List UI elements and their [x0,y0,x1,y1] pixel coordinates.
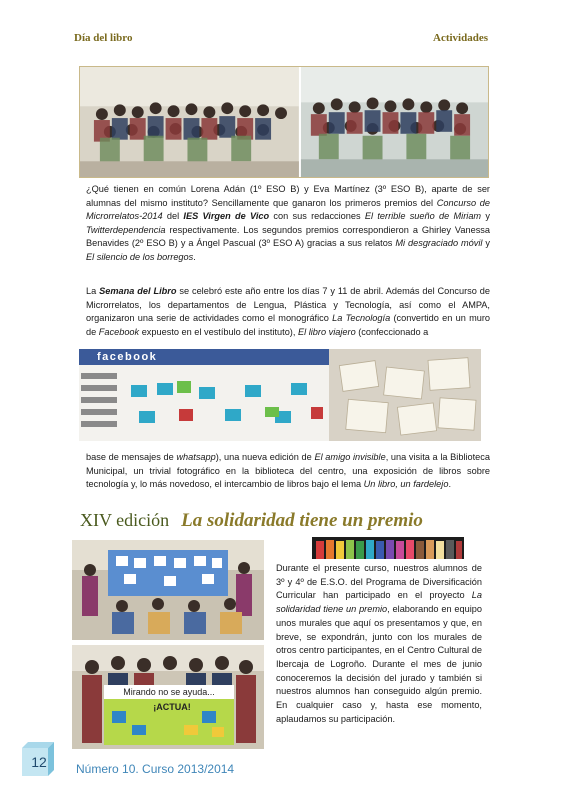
text: . [448,479,451,490]
text-italic: Concurso de Microrrelatos-2014 [86,197,491,222]
text-italic: El terrible sueño de Miriam [364,211,482,222]
section-label: Día del libro [74,32,133,44]
category-label: Actividades [433,32,488,44]
text: base de mensajes de [86,452,177,462]
text-italic: Un libro, un fardelejo [363,479,449,490]
text-italic: whatsapp [176,452,216,462]
colored-pencils-photo [312,537,464,559]
edition-label: XIV edición [80,510,170,530]
text: respectivamente. Los segundos premios correspondieron a Ghirley Vanessa Benavides (2º ESO B) y a Ángel Pascual (3º ESO A) gracias a sus relatos [86,224,490,249]
text: y [481,211,490,222]
text-italic: El silencio de los borregos [86,251,194,262]
text-italic: Mi desgraciado móvil [395,238,483,249]
text: expuesto en el vestíbulo del instituto), [139,326,298,337]
section-heading [80,510,500,536]
mural-group-photo-2 [72,645,264,749]
text-italic: Facebook [98,326,140,337]
poster-call-to-action: ¡ACTUA! [153,702,191,712]
mural-group-photo-1 [72,540,264,640]
paragraph-actividades [86,451,490,492]
text: Durante el presente curso, nuestros alumnos de 3º y 4º de E.S.O. del Programa de Diversificación Curricular han participado en el proyecto [276,563,482,601]
page-number: 12 [31,754,47,770]
text: y [482,238,490,249]
paragraph-solidaridad [276,562,482,726]
text: , elaborando en equipo unos murales que aquí os presentamos y que, en breve, se expondrán, junto con los murales de otros centro participantes, en el Centro Cultural de Ibercaja de Logroño. Durante el mes de junio conoceremos la decisión del jurado y también si nuestros alumnos han conseguido algún premio. En cualquier caso y, hasta ese momento, aplaudamos su participación. [276,604,482,724]
paragraph-microrrelatos [86,183,490,265]
text-italic: La solidaridad tiene un premio [276,590,482,615]
text: se celebró este año entre los días 7 y 11 de abril. Además del Concurso de Microrrelatos, los departamentos de Lengua, Plástica y Tecnología, así como el AMPA, organizaron una serie de actividades como el monográfico [86,286,490,324]
text: (convertido en un muro de [86,313,491,337]
facebook-wordmark: facebook [97,351,158,363]
text-italic: Twitterdependencia [86,224,166,235]
poster-slogan: Mirando no se ayuda... [123,687,215,697]
text-italic: El libro viajero [297,326,356,337]
text: La [86,286,100,296]
text: ¿Qué tienen en común Lorena Adán (1º ESO B) y Eva Martínez (3º ESO B), aparte de ser alumnas del mismo instituto? Sencillamente que ganaron los primeros premios del [86,184,490,208]
text: , una visita a la Biblioteca Municipal, un trivial fotográfico en la biblioteca del centro, una exposición de libros sobre tecnología y, lo más novedoso, el intercambio de libros bajo el lema [86,452,490,490]
winners-group-photo [79,66,489,178]
page-header [74,32,488,50]
event-name: Semana del Libro [99,286,177,296]
text: ), una nueva edición de [215,452,315,462]
text-italic: La Tecnología [332,313,391,324]
text: . [193,251,196,262]
text: (confeccionado a [355,326,429,337]
school-name: IES Virgen de Vico [183,211,270,222]
paragraph-semana-libro [86,285,490,339]
text: con sus redacciones [269,211,365,222]
section-title: La solidaridad tiene un premio [181,510,423,531]
text-italic: El amigo invisible [314,452,386,462]
issue-footer: Número 10. Curso 2013/2014 [76,762,235,776]
facebook-wall-photo [79,349,481,441]
text: del [162,211,184,222]
